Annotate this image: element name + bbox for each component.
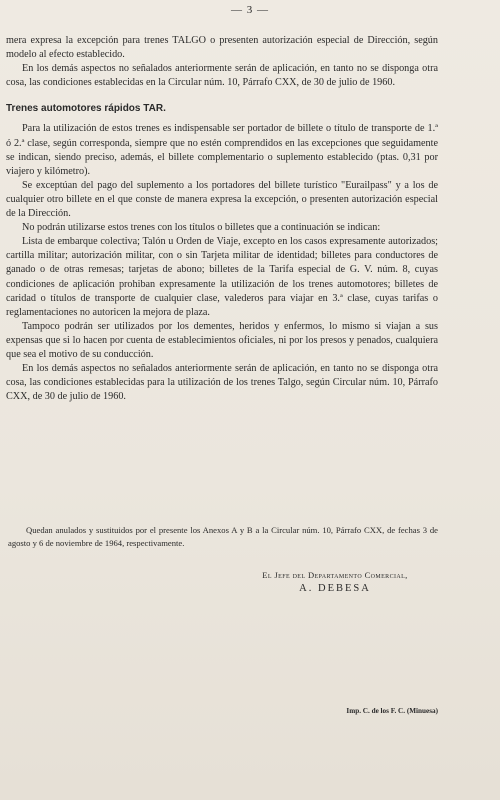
signatory-name: A. DEBESA	[299, 583, 371, 594]
paragraph-tar-exceptions: Se exceptúan del pago del suplemento a los portadores del billete turístico "Eurailpass" y a los de cualquier otro billete en el que conste de manera expresa la excepción, o presenten autorización especial de la Dirección.	[6, 179, 438, 220]
annulment-notice	[8, 524, 438, 549]
paragraph-talgo-conditions: En los demás aspectos no señalados anteriormente serán de aplicación, en tanto no se disponga otra cosa, las condiciones establecidas en la Circular núm. 10, Párrafo CXX, de 30 de julio de 1960.	[6, 63, 438, 89]
page-number: — 3 —	[231, 4, 269, 16]
signature-block	[230, 570, 440, 594]
paragraph-tar-other-conditions: En los demás aspectos no señalados anteriormente serán de aplicación, en tanto no se disponga otra cosa, las condiciones establecidas para la utilización de los trenes Talgo, según Circular núm. 10, Párrafo CXX, de 30 de julio de 1960.	[6, 363, 438, 403]
signatory-title: El Jefe del Departamento Comercial,	[262, 570, 408, 580]
paragraph-invalid-tickets-intro: No podrán utilizarse estos trenes con los títulos o billetes que a continuación se indican:	[22, 222, 381, 234]
printer-imprint: Imp. C. de los F. C. (Minuesa)	[346, 707, 438, 715]
annulment-notice-text: Quedan anulados y sustituidos por el presente los Anexos A y B a la Circular núm. 10, Párrafo CXX, de fechas 3 de agosto y 6 de noviembre de 1964, respectivamente.	[8, 525, 438, 548]
section-heading-tar: Trenes automotores rápidos TAR.	[6, 103, 166, 115]
paragraph-tar-requirements: Para la utilización de estos trenes es indispensable ser portador de billete o título de transporte de 1.ª ó 2.ª clase, según corresponda, siempre que no estén comprendidos en las excepciones que seguidamente se indican, siendo preciso, además, el billete complementario o suplemento establecido (ptas. 0,31 por viajero y kilómetro).	[6, 123, 438, 177]
paragraph-excluded-passengers: Tampoco podrán ser utilizados por los dementes, heridos y enfermos, lo mismo si viajan a sus expensas que si lo hacen por cuenta de establecimientos oficiales, ni por los presos y penados, cualquiera que sea el motivo de su conducción.	[6, 320, 438, 360]
paragraph-continuation: mera expresa la excepción para trenes TALGO o presenten autorización especial de Dirección, según modelo al efecto establecido.	[6, 35, 438, 61]
paragraph-invalid-tickets-list: Lista de embarque colectiva; Talón u Orden de Viaje, excepto en los casos expresamente autorizados; cartilla militar; autorización militar, con o sin Tarjeta militar de identidad; billetes para conductores de ganado o de otras remesas; tarjetas de abono; billetes de la Tarifa especial de G. V. núm. 8, cuyas condiciones de aplicación prohiban expresamente la utilización de los trenes automotores; billetes de caridad o títulos de transporte de cualquier clase, valederos para viajar en 3.ª clase, cuyas tarifas o reglamentaciones no autoricen la mejora de plaza.	[6, 236, 438, 318]
document-body	[6, 34, 438, 404]
